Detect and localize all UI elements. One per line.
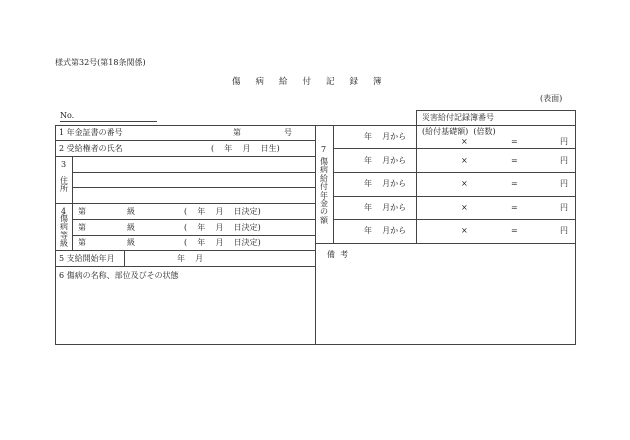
grade-dai-3: 第 [78,238,86,247]
amount-from-1: 年 月から [364,132,407,141]
amount-yen-5: 円 [560,226,568,235]
row3-line-1 [72,172,315,173]
form-id: 様式第32号(第18条関係) [55,58,146,67]
no-underline [60,121,157,122]
row7-line-4 [333,219,576,220]
amount-yen-1: 円 [560,137,568,146]
amount-times-4: × [461,203,468,212]
row4-line-2 [72,235,315,236]
row2-bottom [55,156,315,157]
no-label: No. [60,111,75,120]
address-num: 3 [61,160,67,169]
row3-4-label-divider [72,156,73,250]
grade-kyu-1: 級 [127,207,135,216]
row5-divider [124,250,125,266]
remarks-label: 備 考 [327,250,349,259]
grade-dai-2: 第 [78,223,86,232]
row3-line-2 [72,187,315,188]
injury-description-label: 6 傷病の名称、部位及びその状態 [59,271,179,280]
amount-times-2: × [461,156,468,165]
amount-from-4: 年 月から [364,203,407,212]
pension-cert-dai: 第 [233,128,241,137]
grade-date-1: ( 年 月 日決定) [184,207,261,216]
page-title: 傷病給付記録簿 [232,77,397,87]
basis-label: (給付基礎額) (倍数) [422,127,496,136]
row7-line-2 [333,172,576,173]
amount-times-5: × [461,226,468,235]
pension-cert-go: 号 [284,128,292,137]
grade-label: 傷 病 等 級 [60,214,68,249]
row3-bottom [55,203,315,204]
grade-date-2: ( 年 月 日決定) [184,223,261,232]
amount-eq-3: = [511,179,518,188]
row7-line-1 [333,148,576,149]
amount-from-2: 年 月から [364,156,407,165]
amount-times-3: × [461,179,468,188]
row4-bottom [55,250,315,251]
row7-line-3 [333,196,576,197]
row1-bottom [55,140,315,141]
grade-kyu-2: 級 [127,223,135,232]
row7-from-divider [416,125,417,243]
amount-eq-2: = [511,156,518,165]
address-label: 住 所 [60,176,68,194]
amount-from-5: 年 月から [364,226,407,235]
grade-num: 4 [61,207,67,216]
grade-date-3: ( 年 月 日決定) [184,238,261,247]
pension-amount-num: 7 [321,145,327,154]
left-right-divider [315,125,316,345]
recipient-birth: ( 年 月 日生) [211,144,280,153]
disaster-record-no-label: 災害給付記録簿番号 [422,113,494,122]
pension-cert-label: 1 年金証書の番号 [59,128,123,137]
face-label: (表面) [540,94,563,103]
row4-line-1 [72,219,315,220]
amount-from-3: 年 月から [364,179,407,188]
amount-times-1: × [461,137,468,146]
grade-kyu-3: 級 [127,238,135,247]
amount-yen-3: 円 [560,179,568,188]
row7-label-divider [333,125,334,243]
amount-eq-4: = [511,203,518,212]
recipient-name-label: 2 受給権者の氏名 [59,144,123,153]
pension-amount-label: 傷 病 給 付 年 金 の 額 [320,157,328,225]
amount-yen-2: 円 [560,156,568,165]
grade-dai-1: 第 [78,207,86,216]
row5-bottom [55,266,315,267]
amount-yen-4: 円 [560,203,568,212]
amount-eq-1: = [511,137,518,146]
row7-bottom [315,243,576,244]
amount-eq-5: = [511,226,518,235]
payment-start-label: 5 支給開始年月 [59,254,115,263]
payment-start-date: 年 月 [177,254,204,263]
